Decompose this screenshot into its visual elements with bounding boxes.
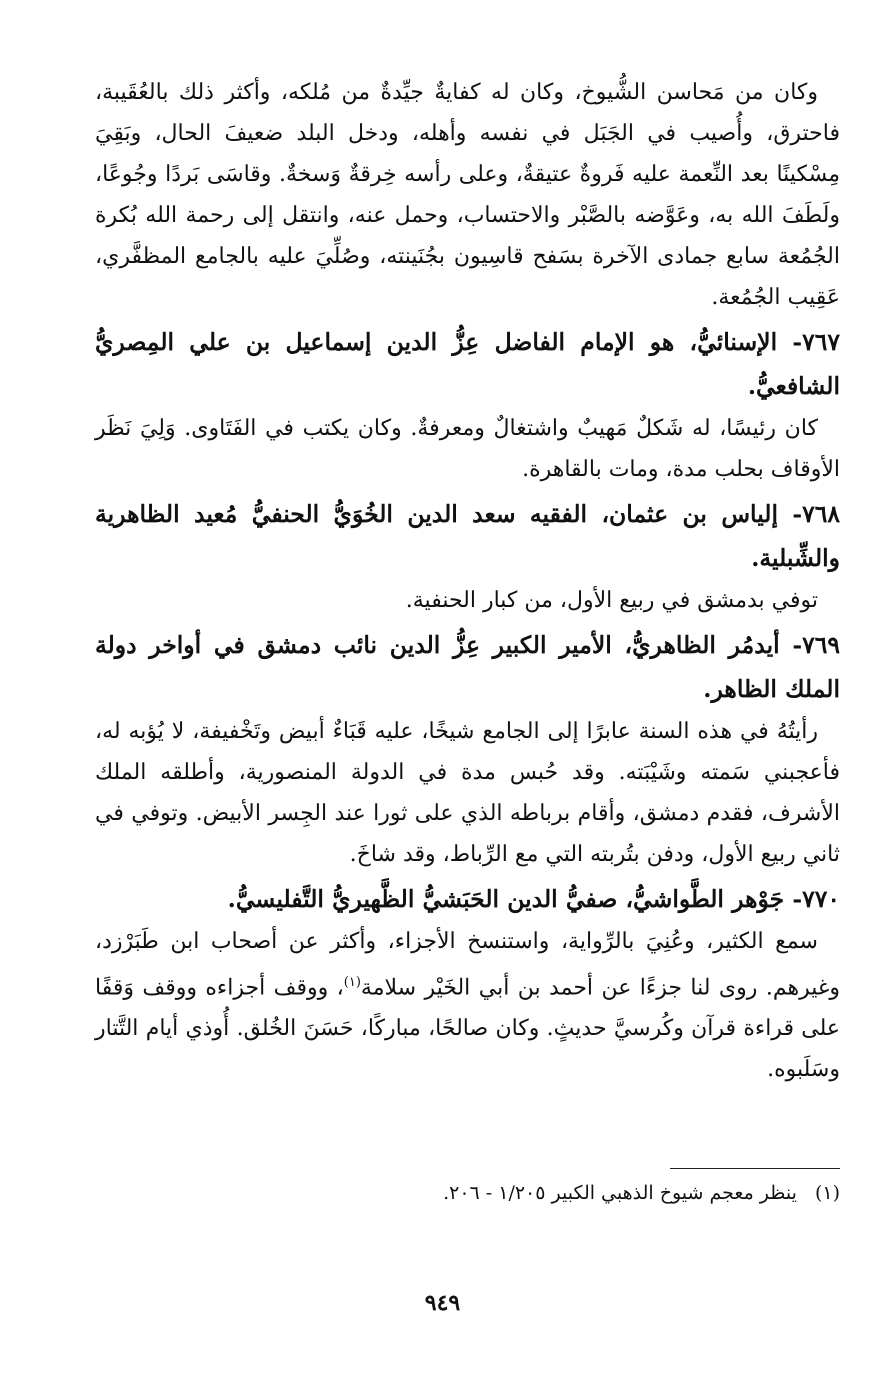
footnote-marker: (١) bbox=[814, 1182, 840, 1204]
entry-heading-767 bbox=[95, 320, 840, 408]
page-number: ٩٤٩ bbox=[424, 1290, 461, 1316]
entry-heading-769 bbox=[95, 623, 840, 711]
entry-number: ٧٦٩- bbox=[792, 631, 840, 659]
entry-heading-770 bbox=[95, 877, 840, 921]
entry-title: إلياس بن عثمان، الفقيه سعد الدين الخُوَيُّ الحنفيُّ مُعيد الظاهرية والشِّبلية. bbox=[95, 500, 840, 572]
paragraph-text-part: ، ووقف أجزاءه ووقف وَقفًا على قراءة قرآن وكُرسيَّ حديثٍ. وكان صالحًا، مباركًا، حَسَنَ الخُلق. أُوذي أيام التَّتار وسَلَبوه. bbox=[95, 975, 840, 1083]
footnote-reference[interactable]: (١) bbox=[343, 975, 361, 990]
paragraph-text: وكان من مَحاسن الشُّيوخ، وكان له كفايةٌ جيِّدةٌ من مُلكه، وأكثر ذلك بالعُقَيبة، فاحترق، وأُصيب في الجَبَل في نفسه وأهله، ودخل البلد ضعيفَ الحال، وبَقِيَ مِسْكينًا بعد النِّعمة عليه فَروةٌ عتيقةٌ، وعلى رأسه خِرقةٌ وَسخةٌ. وقاسَى بَردًا وجُوعًا، ولَطَفَ الله به، وعَوَّضه بالصَّبْر والاحتساب، وحمل عنه، وانتقل إلى رحمة الله بُكرة الجُمُعة سابع جمادى الآخرة بسَفح قاسِيون بجُنَينته، وصُلِّيَ عليه بالجامع المظفَّري، عَقِيب الجُمُعة. bbox=[95, 80, 840, 310]
entry-heading-768 bbox=[95, 492, 840, 580]
footnote bbox=[95, 1178, 840, 1208]
footnote-divider bbox=[670, 1168, 840, 1169]
entry-title: أيدمُر الظاهريُّ، الأمير الكبير عِزُّ الدين نائب دمشق في أواخر دولة الملك الظاهر. bbox=[95, 631, 840, 703]
paragraph-text: كان رئيسًا، له شَكلٌ مَهيبٌ واشتغالٌ ومعرفةٌ. وكان يكتب في الفَتَاوى. وَلِيَ نَظَر الأوقاف بحلب مدة، ومات بالقاهرة. bbox=[95, 416, 840, 482]
paragraph-text: رأيتُهُ في هذه السنة عابرًا إلى الجامع شيخًا، عليه قَبَاءٌ أبيض وتَخْفيفة، لا يُؤبه له، فأعجبني سَمته وشَيْبَته. وقد حُبس مدة في الدولة المنصورية، وأطلقه الملك الأشرف، فقدم دمشق، وأقام برباطه الذي على ثورا عند الجِسر الأبيض. وتوفي في ثاني ربيع الأول، ودفن بتُربته التي مع الرِّباط، وقد شاخَ. bbox=[95, 719, 840, 867]
paragraph-text-part: سمع الكثير، وعُنِيَ بالرِّواية، واستنسخ الأجزاء، وأكثر عن أصحاب ابن طَبَرْزد، وغيرهم. روى لنا جزءًا عن أحمد بن أبي الخَيْر سلامة bbox=[95, 929, 840, 1001]
entry-title: الإسنائيُّ، هو الإمام الفاضل عِزُّ الدين إسماعيل بن علي المِصريُّ الشافعيُّ. bbox=[95, 328, 840, 400]
page-body bbox=[95, 72, 840, 1090]
paragraph-text: توفي بدمشق في ربيع الأول، من كبار الحنفية. bbox=[405, 588, 818, 613]
entry-number: ٧٧٠- bbox=[792, 885, 840, 913]
footnote-text: ينظر معجم شيوخ الذهبي الكبير ١/٢٠٥ - ٢٠٦. bbox=[443, 1182, 797, 1204]
entry-number: ٧٦٨- bbox=[792, 500, 841, 528]
entry-title: جَوْهر الطَّواشيُّ، صفيُّ الدين الحَبَشيُّ الظَّهيريُّ التَّفليسيُّ. bbox=[227, 885, 785, 913]
entry-number: ٧٦٧- bbox=[792, 328, 841, 356]
paragraph-text bbox=[95, 921, 840, 1090]
